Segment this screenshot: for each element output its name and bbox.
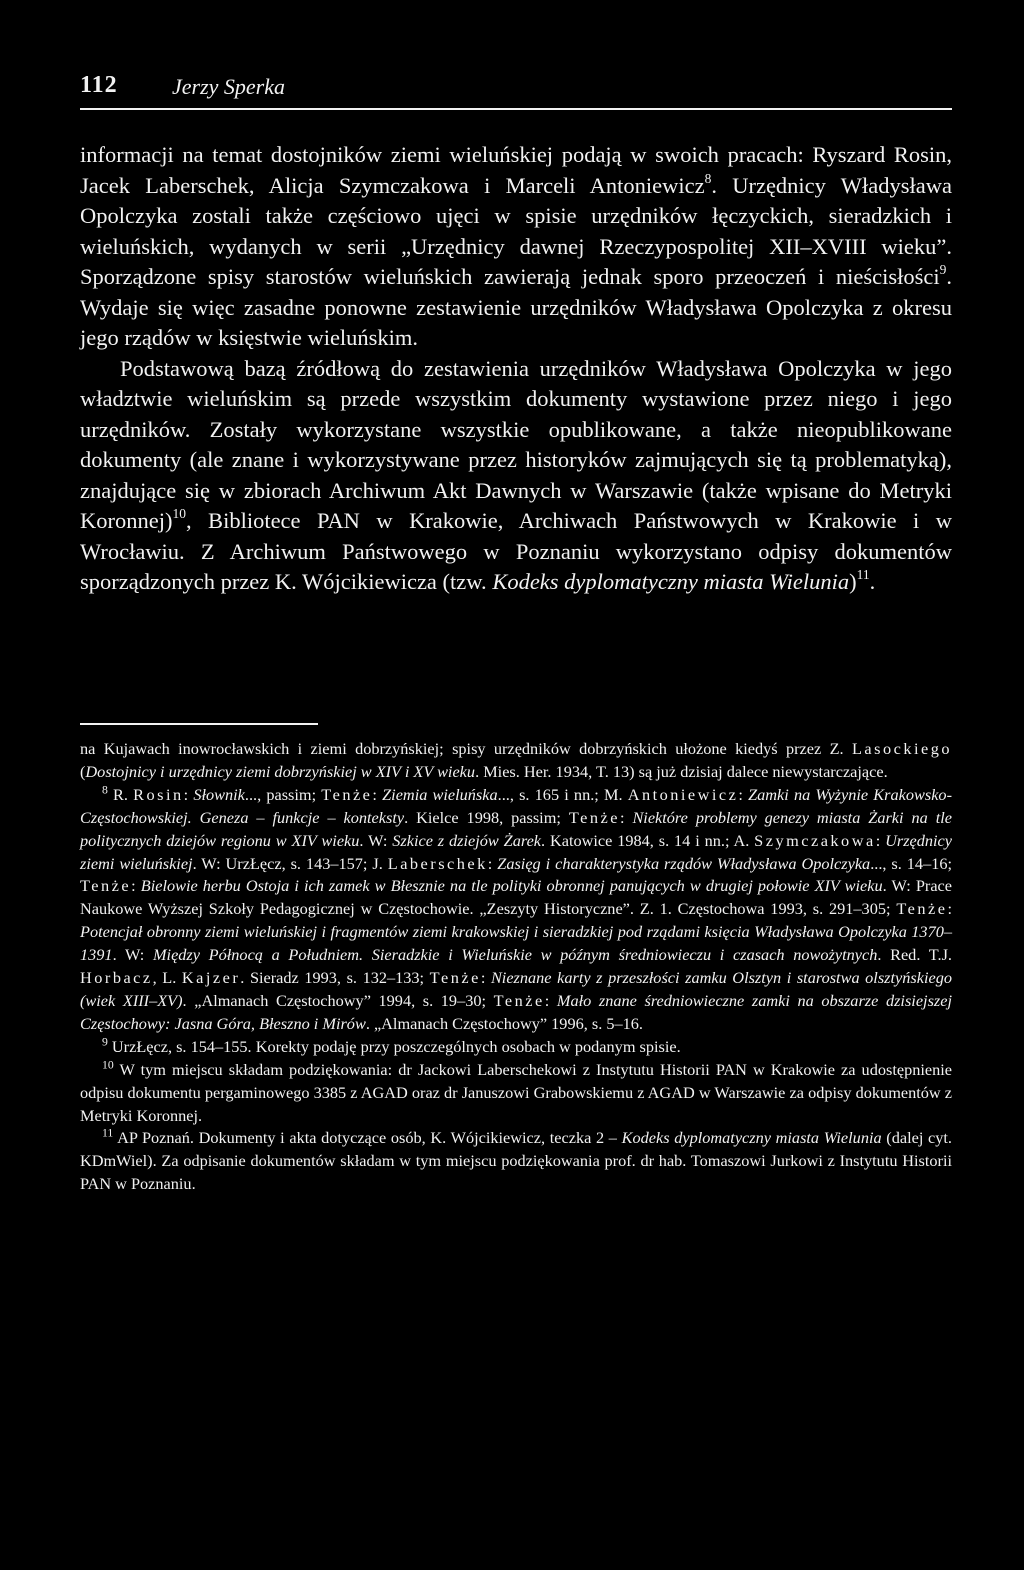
running-head — [80, 72, 952, 110]
footnote-ref-9[interactable]: 9 — [939, 262, 947, 278]
page-number: 112 — [80, 72, 118, 98]
footnote-8: $^8$ R. Rosin: Słownik..., passim; Tenże: Ziemia wieluńska..., s. 165 i nn.; M. Antoniewicz: Zamki na Wyżynie Krakowsko-Częstochowskiej. Geneza – funkcje – konteksty. Kielce 1998, passim; Tenże: Niektóre problemy genezy miasta Żarki na tle politycznych dziejów regionu w XIV wieku. W: Szkice z dziejów Żarek. Katowice 1984, s. 14 i nn.; A. Szymczakowa: Urzędnicy ziemi wieluńskiej. W: UrzŁęcz, s. 143–157; J. Laberschek: Zasięg i charakterystyka rządów Władysława Opolczyka..., s. 14–16; Tenże: Bielowie herbu Ostoja i ich zamek w Błesznie na tle polityki obronnej panujących w drugiej połowie XIV wieku. W: Prace Naukowe Wyższej Szkoły Pedagogicznej w Częstochowie. „Zeszyty Historyczne”. Z. 1. Częstochowa 1993, s. 291–305; Tenże: Potencjał obronny ziemi wieluńskiej i fragmentów ziemi krakowskiej i sieradzkiej pod rządami księcia Władysława Opolczyka 1370–1391. W: Między Północą a Południem. Sieradzkie i Wieluńskie w późnym średniowieczu i czasach nowożytnych. Red. T.J. Horbacz, L. Kajzer. Sieradz 1993, s. 132–133; Tenże: Nieznane karty z przeszłości zamku Olsztyn i starostwa olsztyńskiego (wiek XIII–XV). „Almanach Częstochowy” 1994, s. 19–30; Tenże: Mało znane średniowieczne zamki na obszarze dzisiejszej Częstochowy: Jasna Góra, Błeszno i Mirów. „Almanach Częstochowy” 1996, s. 5–16. — [80, 783, 953, 1033]
footnote-9: $^9$ UrzŁęcz, s. 154–155. Korekty podaję przy poszczególnych osobach w podanym spisie. — [102, 1035, 681, 1056]
book-page — [80, 0, 953, 1570]
footnote-separator — [80, 723, 318, 725]
footnotes — [80, 738, 952, 1196]
paragraph-1: informacji na temat dostojników ziemi wieluńskiej podają w swoich pracach: Ryszard Rosin, Jacek Laberschek, Alicja Szymczakowa i Marceli Antoniewicz$^8$. Urzędnicy Władysława Opolczyka zostali także częściowo ujęci w spisie urzędników łęczyckich, sieradzkich i wieluńskich, wydanych w serii „Urzędnicy dawnej Rzeczypospolitej XII–XVIII wieku”. Sporządzone spisy starostów wieluńskich zawierają jednak sporo przeoczeń i nieścisłości$^9$. Wydaje się więc zasadne ponowne zestawienie urzędników Władysława Opolczyka z okresu jego rządów w księstwie wieluńskim. — [80, 142, 952, 350]
footnote-number: 8 — [102, 783, 108, 797]
footnote-number: 9 — [102, 1035, 108, 1049]
footnote-10: $^{10}$ W tym miejscu składam podziękowania: dr Jackowi Laberschekowi z Instytutu Historii PAN w Krakowie za udostępnienie odpisu dokumentu pergaminowego 3385 z AGAD oraz dr Januszowi Grabowskiemu z AGAD w Warszawie za odpisy dokumentów z Metryki Koronnej. — [80, 1058, 952, 1125]
footnote-ref-10[interactable]: 10 — [172, 506, 186, 522]
footnote-number: 10 — [102, 1058, 114, 1072]
footnote-continuation: na Kujawach inowrocławskich i ziemi dobrzyńskiej; spisy urzędników dobrzyńskich ułożone kiedyś przez Z. Lasockiego (Dostojnicy i urzędnicy ziemi dobrzyńskiej w XIV i XV wieku. Mies. Her. 1934, T. 13) są już dzisiaj dalece niewystarczające. — [80, 739, 952, 781]
footnote-11: $^{11}$ AP Poznań. Dokumenty i akta dotyczące osób, K. Wójcikiewicz, teczka 2 – Kodeks dyplomatyczny miasta Wielunia (dalej cyt. KDmWiel). Za odpisanie dokumentów składam w tym miejscu podziękowania prof. dr hab. Tomaszowi Jurkowi z Instytutu Historii PAN w Poznaniu. — [80, 1126, 952, 1194]
footnote-number: 11 — [102, 1126, 114, 1140]
paragraph-2: Podstawową bazą źródłową do zestawienia urzędników Władysława Opolczyka w jego władztwie wieluńskim są przede wszystkim dokumenty wystawione przez niego i jego urzędników. Zostały wykorzystane wszystkie opublikowane, a także nieopublikowane dokumenty (ale znane i wykorzystywane przez historyków zajmujących się tą problematyką), znajdujące się w zbiorach Archiwum Akt Dawnych w Warszawie (także wpisane do Metryki Koronnej)$^{10}$, Bibliotece PAN w Krakowie, Archiwach Państwowych w Krakowie i w Wrocławiu. Z Archiwum Państwowego w Poznaniu wykorzystano odpisy dokumentów sporządzonych przez K. Wójcikiewicza (tzw. Kodeks dyplomatyczny miasta Wielunia)$^{11}$. — [80, 355, 952, 594]
running-head-author: Jerzy Sperka — [172, 74, 286, 99]
main-text — [80, 140, 952, 598]
cited-title: Kodeks dyplomatyczny miasta Wielunia — [492, 569, 850, 594]
footnote-ref-8[interactable]: 8 — [704, 170, 712, 186]
footnote-ref-11[interactable]: 11 — [856, 567, 870, 583]
